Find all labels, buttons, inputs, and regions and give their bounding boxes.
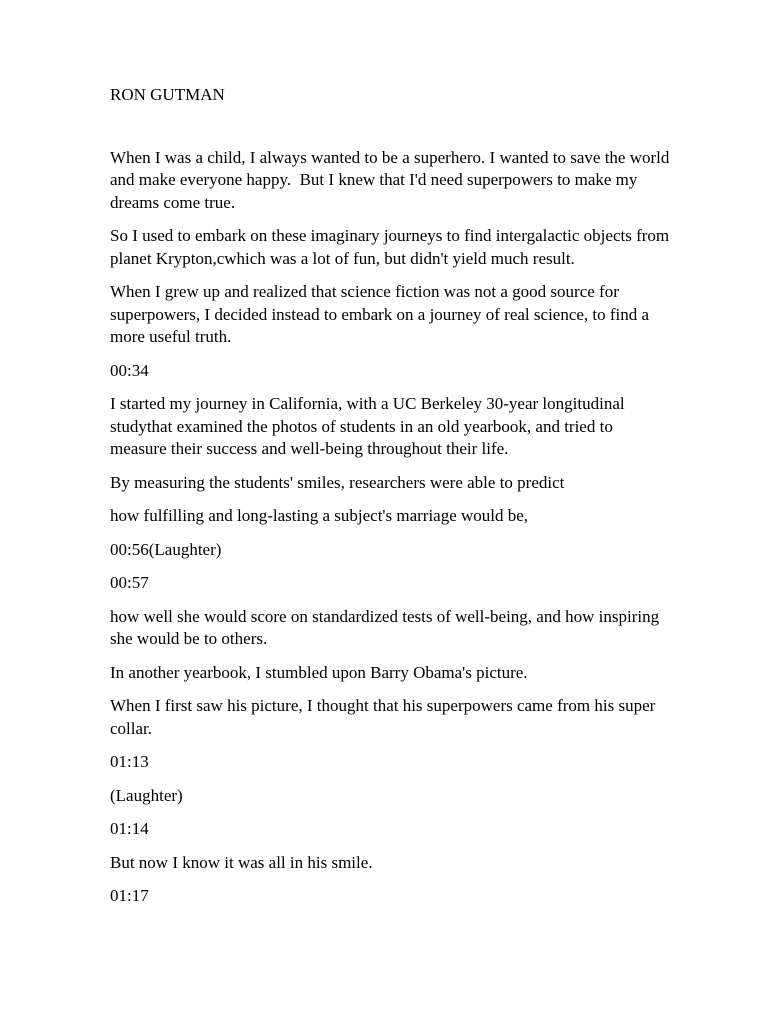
document-title: RON GUTMAN	[110, 85, 225, 104]
paragraph: When I grew up and realized that science fiction was not a good source for superpowers, I decided instead to embark on a journey of real science, to find a more useful truth.	[110, 282, 654, 346]
timestamp: 01:17	[110, 886, 149, 905]
paragraph: When I first saw his picture, I thought that his superpowers came from his super collar.	[110, 696, 660, 738]
paragraph: But now I know it was all in his smile.	[110, 852, 373, 872]
paragraph: how fulfilling and long-lasting a subject's marriage would be,	[110, 506, 529, 525]
paragraph: (Laughter)	[110, 785, 183, 805]
timestamp: 01:13	[110, 752, 149, 771]
timestamp: 00:57	[110, 573, 149, 592]
timestamp: 00:34	[110, 360, 149, 380]
paragraph: I started my journey in California, with a UC Berkeley 30-year longitudinal studythat examined the photos of students in an old yearbook, and tried to measure their success and well-being throughout their life.	[110, 394, 629, 458]
timestamp: 00:56(Laughter)	[110, 539, 222, 559]
paragraph: In another yearbook, I stumbled upon Barry Obama's picture.	[110, 662, 528, 682]
paragraph: So I used to embark on these imaginary journeys to find intergalactic objects from planet Krypton,cwhich was a lot of fun, but didn't yield much result.	[110, 226, 674, 268]
paragraph: When I was a child, I always wanted to be a superhero. I wanted to save the world and make everyone happy. But I knew that I'd need superpowers to make my dreams come true.	[110, 147, 674, 212]
document-body	[110, 147, 674, 908]
paragraph: By measuring the students' smiles, researchers were able to predict	[110, 472, 565, 492]
timestamp: 01:14	[110, 819, 149, 838]
document-page	[110, 84, 674, 919]
paragraph: how well she would score on standardized tests of well-being, and how inspiring she would be to others.	[110, 606, 664, 648]
